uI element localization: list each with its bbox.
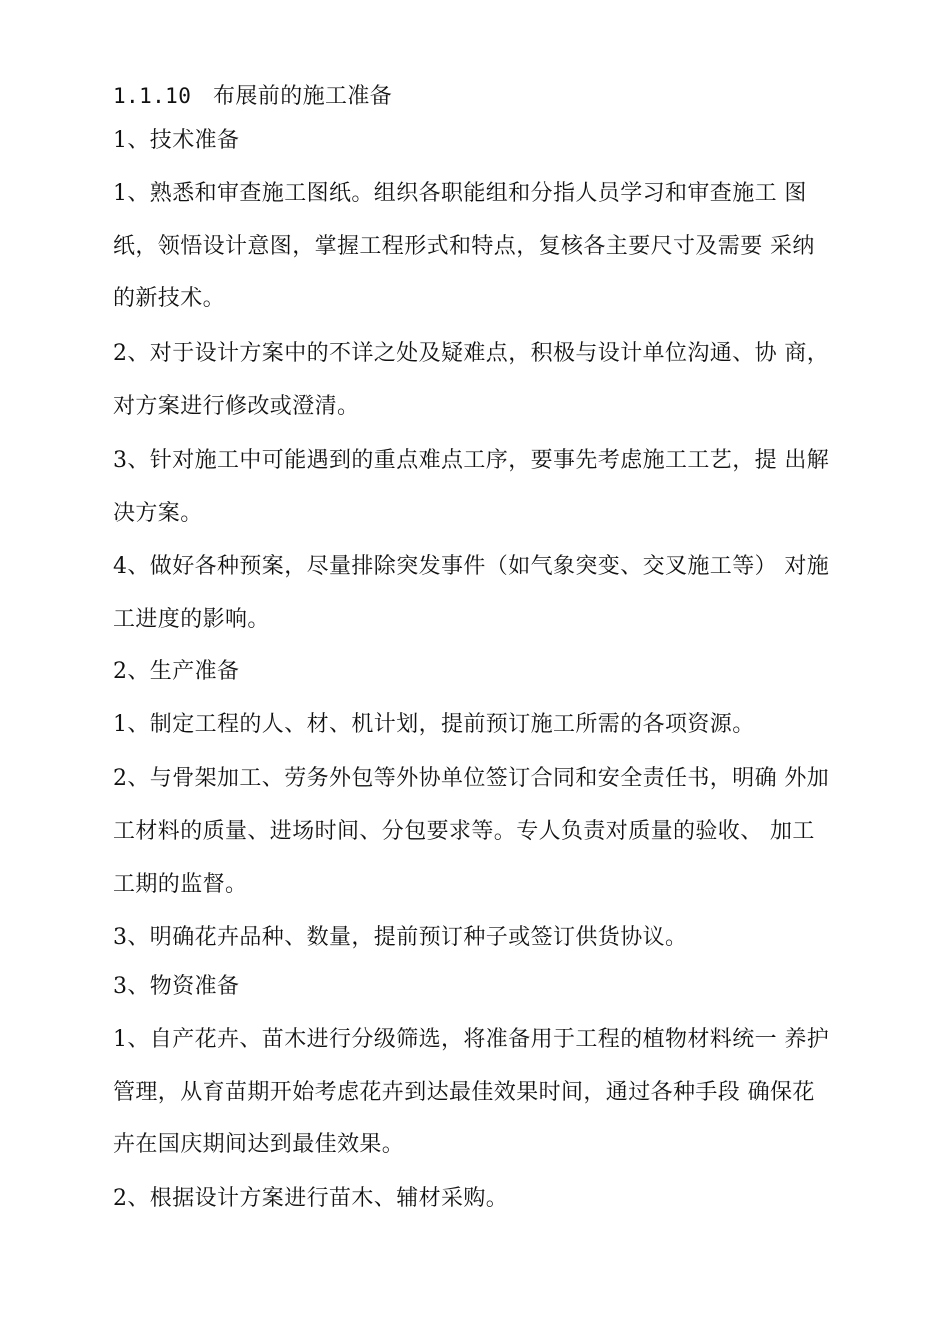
paragraph-line: 2、对于设计方案中的不详之处及疑难点，积极与设计单位沟通、协 商， xyxy=(113,341,830,366)
paragraph-line: 决方案。 xyxy=(113,501,203,526)
paragraph-line: 3、明确花卉品种、数量，提前预订种子或签订供货协议。 xyxy=(113,925,688,950)
paragraph-line: 1、制定工程的人、材、机计划，提前预订施工所需的各项资源。 xyxy=(113,712,755,737)
paragraph-line: 1、熟悉和审查施工图纸。组织各职能组和分指人员学习和审查施工 图 xyxy=(113,181,807,206)
section-heading xyxy=(113,81,843,112)
paragraph-line: 纸，领悟设计意图，掌握工程形式和特点，复核各主要尺寸及需要 采纳 xyxy=(113,234,815,259)
subheading-materials-prep: 3、物资准备 xyxy=(113,974,240,999)
subheading-production-prep: 2、生产准备 xyxy=(113,659,240,684)
paragraph-line: 对方案进行修改或澄清。 xyxy=(113,394,360,419)
section-title: 布展前的施工准备 xyxy=(213,84,393,109)
paragraph-line: 3、针对施工中可能遇到的重点难点工序，要事先考虑施工工艺，提 出解 xyxy=(113,448,830,473)
paragraph-line: 工材料的质量、进场时间、分包要求等。专人负责对质量的验收、 加工 xyxy=(113,819,815,844)
paragraph-line: 1、自产花卉、苗木进行分级筛选，将准备用于工程的植物材料统一 养护 xyxy=(113,1027,830,1052)
subheading-technical-prep: 1、技术准备 xyxy=(113,128,240,153)
paragraph-line: 2、根据设计方案进行苗木、辅材采购。 xyxy=(113,1186,509,1211)
paragraph-line: 4、做好各种预案，尽量排除突发事件（如气象突变、交叉施工等） 对施 xyxy=(113,554,830,579)
paragraph-line: 管理，从育苗期开始考虑花卉到达最佳效果时间，通过各种手段 确保花 xyxy=(113,1080,815,1105)
paragraph-line: 卉在国庆期间达到最佳效果。 xyxy=(113,1132,405,1157)
section-number: 1.1.10 xyxy=(113,84,192,108)
paragraph-line: 2、与骨架加工、劳务外包等外协单位签订合同和安全责任书，明确 外加 xyxy=(113,766,830,791)
paragraph-line: 工进度的影响。 xyxy=(113,607,270,632)
paragraph-line: 的新技术。 xyxy=(113,286,226,311)
paragraph-line: 工期的监督。 xyxy=(113,872,248,897)
